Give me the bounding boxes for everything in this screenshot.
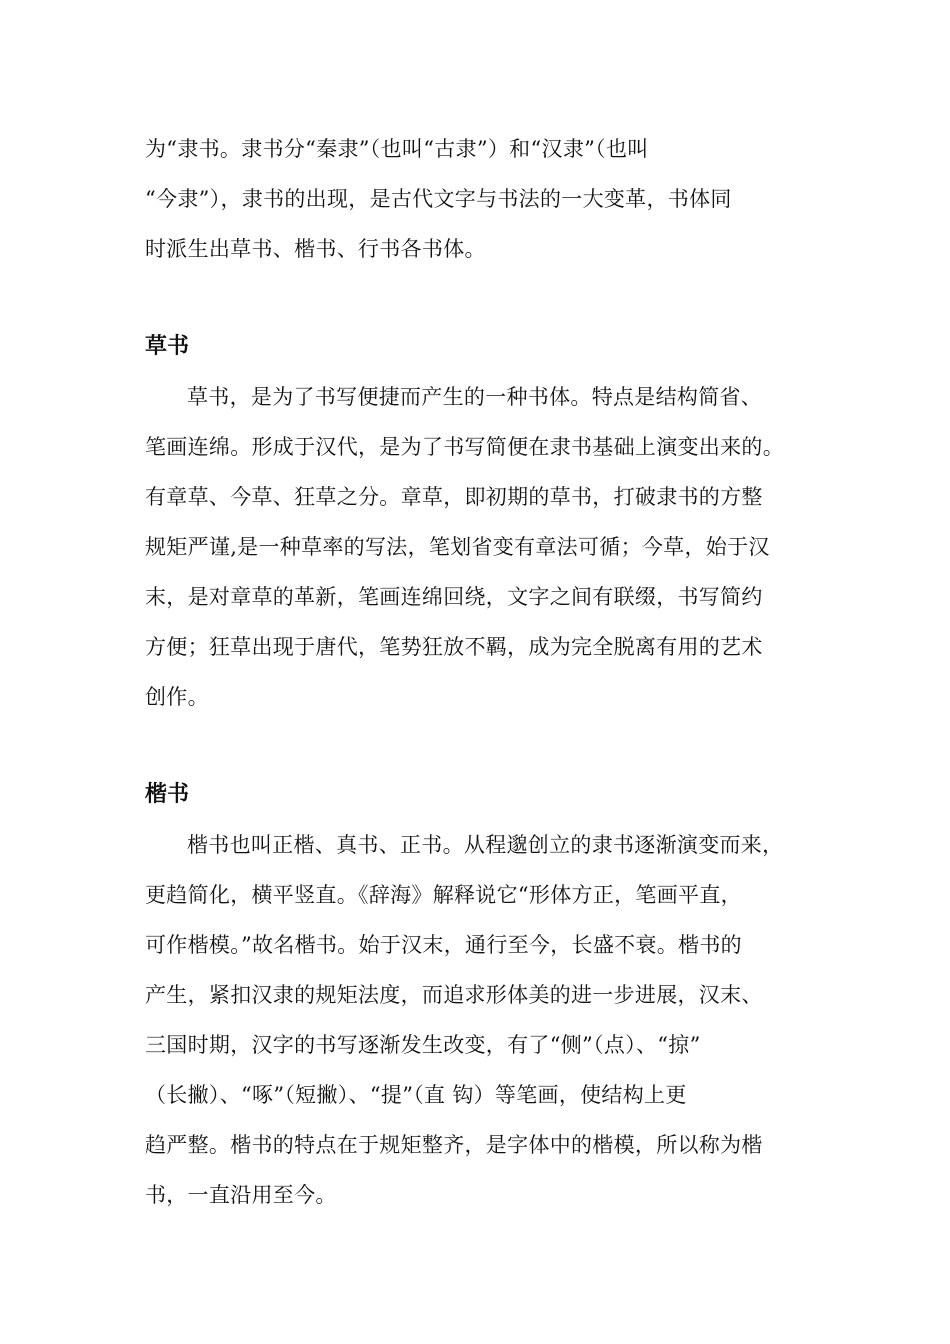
text-line: 规矩严谨,是一种草率的写法，笔划省变有章法可循；今草，始于汉 <box>145 535 770 559</box>
text-line: “今隶”），隶书的出现，是古代文字与书法的一大变革，书体同 <box>145 187 732 211</box>
intro-paragraph <box>145 124 825 274</box>
text-line: 可作楷模。”故名楷书。始于汉末，通行至今，长盛不衰。楷书的 <box>145 933 742 957</box>
text-line: 书，一直沿用至今。 <box>145 1183 337 1207</box>
text-line: 笔画连绵。形成于汉代，是为了书写简便在隶书基础上演变出来的。 <box>145 435 784 459</box>
text-line: 草书，是为了书写便捷而产生的一种书体。特点是结构简省、 <box>187 385 763 409</box>
section-heading-kaishu: 楷书 <box>145 782 190 807</box>
text-line: 为“隶书。隶书分“秦隶”（也叫“古隶”）和“汉隶”（也叫 <box>145 137 649 161</box>
text-line: 更趋简化，横平竖直。《辞海》解释说它“形体方正，笔画平直， <box>145 883 742 907</box>
text-line: 有章草、今草、狂草之分。章草，即初期的草书，打破隶书的方整 <box>145 485 763 509</box>
section-gap <box>145 722 825 770</box>
section-heading-caoshu: 草书 <box>145 334 190 359</box>
text-line: 时派生出草书、楷书、行书各书体。 <box>145 237 486 261</box>
section-gap <box>145 274 825 322</box>
text-line: 三国时期，汉字的书写逐渐发生改变，有了“侧”（点）、“掠” <box>145 1033 701 1057</box>
text-line: 产生，紧扣汉隶的规矩法度，而追求形体美的进一步进展，汉末、 <box>145 983 763 1007</box>
text-line: 末，是对章草的革新，笔画连绵回绕，文字之间有联缀，书写简约 <box>145 585 763 609</box>
text-line: （长撇）、“啄”（短撇）、“提”（直 钩）等笔画，使结构上更 <box>145 1083 687 1107</box>
kaishu-paragraph <box>145 820 825 1220</box>
text-line: 方便；狂草出现于唐代，笔势狂放不羁，成为完全脱离有用的艺术 <box>145 635 763 659</box>
caoshu-paragraph <box>145 372 825 722</box>
text-line: 创作。 <box>145 685 209 709</box>
text-line: 趋严整。楷书的特点在于规矩整齐，是字体中的楷模，所以称为楷 <box>145 1133 763 1157</box>
text-line: 楷书也叫正楷、真书、正书。从程邈创立的隶书逐渐演变而来， <box>187 833 784 857</box>
document-page <box>145 124 825 1220</box>
